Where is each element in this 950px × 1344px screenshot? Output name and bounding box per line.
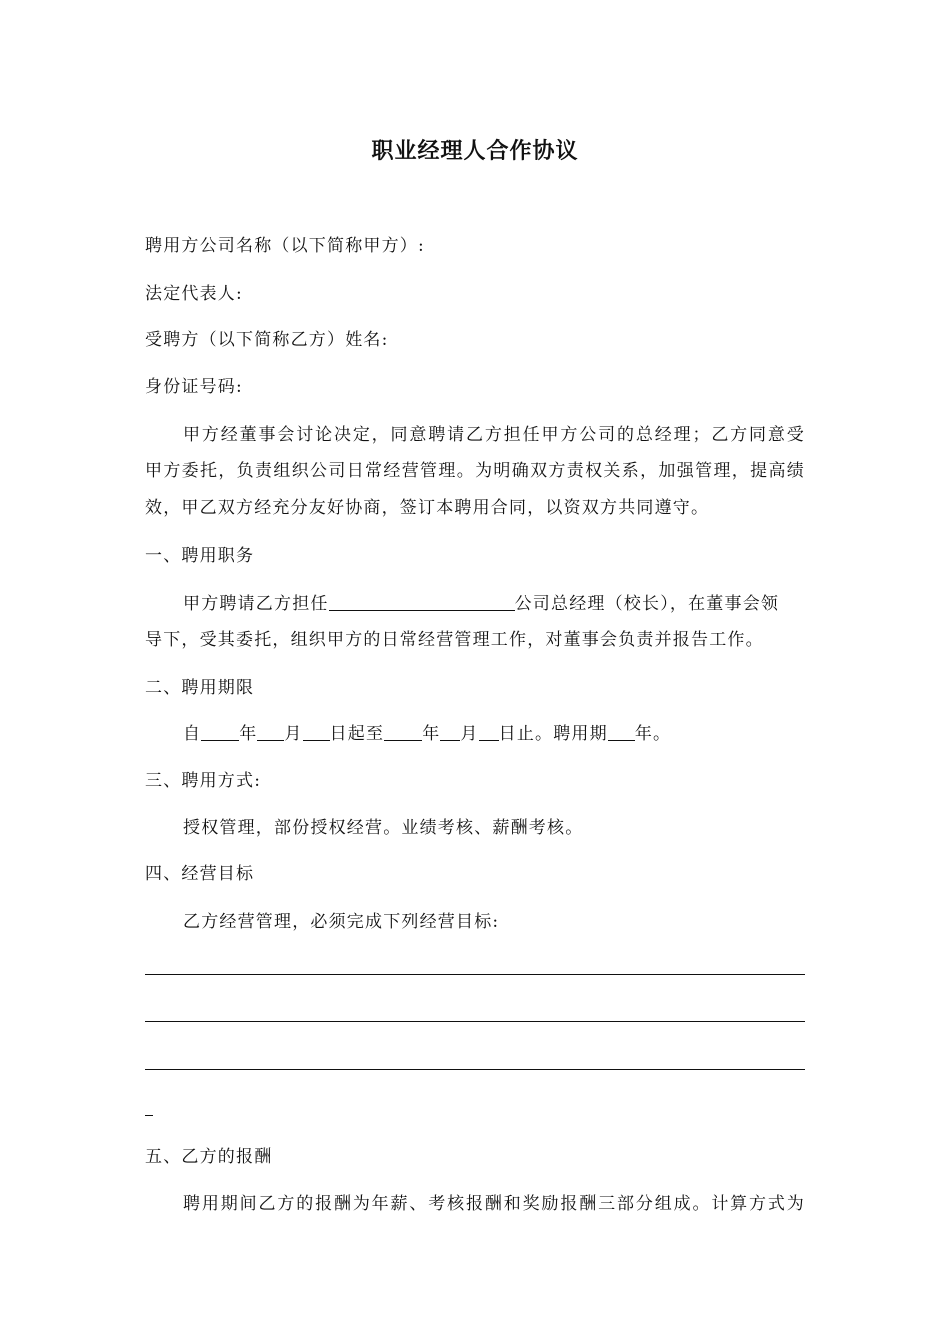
target-blank-line-3[interactable] <box>145 1069 805 1070</box>
target-blank-line-1[interactable] <box>145 974 805 975</box>
end-day-blank[interactable] <box>479 724 499 741</box>
section-2-heading: 二、聘用期限 <box>145 678 255 698</box>
end-year-blank[interactable] <box>384 724 422 741</box>
end-year-label: 年 <box>422 724 441 744</box>
term-years-label: 年。 <box>634 724 672 744</box>
short-underline-mark <box>145 1115 153 1116</box>
target-blank-line-2[interactable] <box>145 1021 805 1022</box>
party-b-name-field: 受聘方（以下简称乙方）姓名: <box>145 330 389 350</box>
section-5-heading: 五、乙方的报酬 <box>145 1147 273 1167</box>
section-4-heading: 四、经营目标 <box>145 864 255 884</box>
section-1-heading: 一、聘用职务 <box>145 546 255 566</box>
intro-line-2: 甲方委托，负责组织公司日常经营管理。为明确双方责权关系，加强管理，提高绩 <box>145 461 805 481</box>
section-2-term-line <box>183 723 671 745</box>
start-month-label: 月 <box>284 724 303 744</box>
start-year-label: 年 <box>239 724 258 744</box>
section-3-heading: 三、聘用方式: <box>145 771 262 791</box>
start-month-blank[interactable] <box>257 724 284 741</box>
end-day-label: 日止。聘用期 <box>498 724 608 744</box>
term-from-label: 自 <box>183 724 202 744</box>
start-day-label: 日起至 <box>329 724 385 744</box>
document-title: 职业经理人合作协议 <box>371 139 579 164</box>
section-1-text-before: 甲方聘请乙方担任 <box>183 594 329 614</box>
term-years-blank[interactable] <box>608 724 635 741</box>
company-name-blank[interactable] <box>329 594 515 611</box>
legal-representative-field: 法定代表人: <box>145 284 243 304</box>
end-month-label: 月 <box>460 724 479 744</box>
intro-line-3: 效，甲乙双方经充分友好协商，签订本聘用合同，以资双方共同遵守。 <box>145 498 710 518</box>
section-1-paragraph-2: 导下，受其委托，组织甲方的日常经营管理工作，对董事会负责并报告工作。 <box>145 630 764 650</box>
section-3-paragraph: 授权管理，部份授权经营。业绩考核、薪酬考核。 <box>183 818 584 838</box>
id-number-field: 身份证号码: <box>145 377 243 397</box>
section-1-text-after: 公司总经理（校长），在董事会领 <box>514 594 780 614</box>
intro-line-1: 甲方经董事会讨论决定，同意聘请乙方担任甲方公司的总经理；乙方同意受 <box>183 425 805 445</box>
start-year-blank[interactable] <box>201 724 239 741</box>
section-5-paragraph: 聘用期间乙方的报酬为年薪、考核报酬和奖励报酬三部分组成。计算方式为 <box>183 1194 805 1214</box>
party-a-name-field: 聘用方公司名称（以下简称甲方）: <box>145 236 425 256</box>
start-day-blank[interactable] <box>303 724 330 741</box>
section-4-paragraph: 乙方经营管理，必须完成下列经营目标: <box>183 912 500 932</box>
end-month-blank[interactable] <box>440 724 460 741</box>
section-1-paragraph-1 <box>183 593 779 615</box>
